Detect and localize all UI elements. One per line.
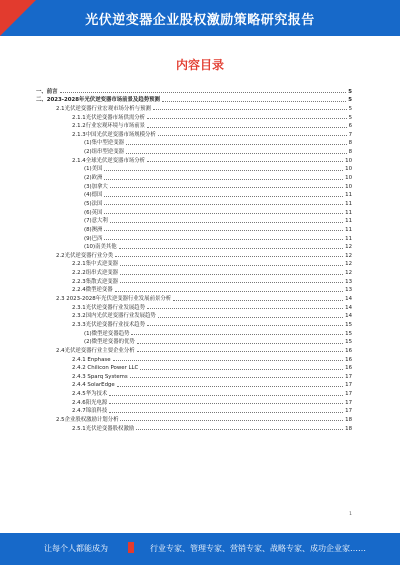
toc-entry-label: 2.1光伏逆变器行业宏观市场分析与预测: [32, 106, 152, 112]
toc-leader-dots: [126, 152, 347, 154]
toc-entry[interactable]: [32, 155, 352, 164]
toc-leader-dots: [158, 316, 343, 318]
toc-leader-dots: [60, 91, 347, 93]
toc-entry-page: 12: [345, 252, 352, 259]
toc-leader-dots: [109, 411, 343, 413]
toc-entry-page: 17: [345, 373, 352, 380]
toc-leader-dots: [140, 368, 343, 370]
toc-leader-dots: [147, 126, 347, 128]
toc-entry-label: (4)德国: [32, 192, 103, 198]
toc-entry[interactable]: [32, 276, 352, 285]
toc-entry-label: (7)意大利: [32, 218, 109, 224]
toc-entry-label: 二、2023-2028年光伏逆变器市场前景及趋势预测: [32, 97, 161, 103]
toc-leader-dots: [130, 376, 343, 378]
toc-leader-dots: [104, 229, 343, 231]
toc-entry[interactable]: [32, 328, 352, 337]
report-title: 光伏逆变器企业股权激励策略研究报告: [85, 13, 315, 28]
toc-leader-dots: [109, 394, 343, 396]
toc-entry-page: 15: [345, 339, 352, 346]
toc-entry-label: 2.4.1 Enphase: [32, 357, 112, 363]
toc-entry-page: 7: [348, 131, 352, 138]
toc-entry-page: 17: [345, 391, 352, 398]
toc-leader-dots: [109, 402, 343, 404]
footer-bar: [0, 533, 400, 565]
toc-entry[interactable]: [32, 406, 352, 415]
toc-entry[interactable]: [32, 388, 352, 397]
toc-entry[interactable]: [32, 285, 352, 294]
toc-leader-dots: [115, 255, 343, 257]
toc-entry[interactable]: [32, 121, 352, 130]
toc-entry[interactable]: [32, 103, 352, 112]
toc-entry[interactable]: [32, 345, 352, 354]
toc-entry-page: 10: [345, 183, 352, 190]
toc-leader-dots: [131, 333, 343, 335]
toc-leader-dots: [147, 117, 347, 119]
toc-entry-label: 2.4.5华为技术: [32, 391, 108, 397]
toc-entry-page: 12: [345, 244, 352, 251]
toc-entry-label: 2.2.1集中式逆变器: [32, 261, 119, 267]
toc-entry[interactable]: [32, 293, 352, 302]
toc-entry-page: 12: [345, 261, 352, 268]
toc-entry-page: 6: [348, 123, 352, 130]
toc-entry[interactable]: [32, 302, 352, 311]
toc-entry-label: (9)巴西: [32, 236, 103, 242]
toc-entry-label: 2.1.4全球光伏逆变器市场分析: [32, 158, 146, 164]
toc-leader-dots: [120, 281, 343, 283]
toc-entry[interactable]: [32, 311, 352, 320]
toc-entry[interactable]: [32, 371, 352, 380]
toc-entry-label: 2.5.1光伏逆变器股权激励: [32, 426, 135, 432]
toc-entry-label: 2.2.4微型逆变器: [32, 287, 114, 293]
toc-entry-label: 2.4.3 Sparq Systems: [32, 374, 129, 380]
toc-leader-dots: [115, 290, 343, 292]
toc-entry-page: 11: [345, 209, 352, 216]
toc-entry[interactable]: [32, 259, 352, 268]
toc-entry-page: 10: [345, 157, 352, 164]
toc-entry[interactable]: [32, 397, 352, 406]
toc-entry-page: 5: [348, 88, 352, 95]
toc-entry[interactable]: [32, 146, 352, 155]
toc-leader-dots: [147, 324, 343, 326]
toc-entry-page: 11: [345, 192, 352, 199]
toc-entry-label: (3)加拿大: [32, 184, 109, 190]
toc-entry-label: 2.1.1光伏逆变器市场供需分析: [32, 115, 146, 121]
toc-leader-dots: [104, 203, 343, 205]
footer-slogan: 让每个人都能成为: [44, 544, 108, 553]
page-number: 1: [349, 512, 352, 517]
toc-leader-dots: [158, 134, 347, 136]
toc-entry-page: 5: [348, 97, 352, 104]
toc-leader-dots: [110, 186, 343, 188]
toc-entry-label: (8)澳洲: [32, 227, 103, 233]
toc-entry[interactable]: [32, 216, 352, 225]
toc-entry-label: (2)微型逆变器的优势: [32, 339, 136, 345]
toc-leader-dots: [110, 221, 343, 223]
toc-entry[interactable]: [32, 267, 352, 276]
toc-entry-page: 10: [345, 166, 352, 173]
toc-entry-page: 16: [345, 365, 352, 372]
toc-leader-dots: [173, 299, 343, 301]
toc-entry-label: 2.1.3中国光伏逆变器市场规模分析: [32, 132, 157, 138]
toc-entry[interactable]: [32, 190, 352, 199]
toc-leader-dots: [104, 169, 343, 171]
toc-entry-label: 2.2光伏逆变器行业分类: [32, 253, 114, 259]
toc-entry-label: 2.4.7锦浪科技: [32, 408, 108, 414]
toc-entry-page: 16: [345, 356, 352, 363]
toc-entry[interactable]: [32, 181, 352, 190]
toc-leader-dots: [119, 247, 344, 249]
toc-entry-page: 5: [348, 105, 352, 112]
toc-leader-dots: [126, 143, 347, 145]
toc-leader-dots: [120, 273, 343, 275]
toc-entry-label: 2.3.2国内光伏逆变器行业发展趋势: [32, 313, 157, 319]
toc-leader-dots: [137, 342, 343, 344]
toc-entry-page: 11: [345, 218, 352, 225]
toc-entry-label: (1)美国: [32, 166, 103, 172]
toc-entry-label: 2.4.6阳光电源: [32, 400, 108, 406]
toc-entry-page: 12: [345, 270, 352, 277]
toc-entry-page: 17: [345, 382, 352, 389]
toc-entry[interactable]: [32, 354, 352, 363]
toc-leader-dots: [147, 160, 343, 162]
toc-entry[interactable]: [32, 198, 352, 207]
toc-entry-label: 2.3.3光伏逆变器行业技术趋势: [32, 322, 146, 328]
toc-entry-label: (1)微型逆变器趋势: [32, 331, 130, 337]
toc-leader-dots: [137, 350, 343, 352]
toc-entry-page: 14: [345, 313, 352, 320]
toc-leader-dots: [113, 359, 344, 361]
footer-accent: [128, 542, 134, 553]
toc-entry[interactable]: [32, 172, 352, 181]
toc-entry[interactable]: [32, 86, 352, 95]
toc-entry[interactable]: [32, 95, 352, 104]
toc-leader-dots: [120, 419, 343, 421]
toc-entry-page: 8: [348, 140, 352, 147]
toc-entry-label: 2.3 2023-2028年光伏逆变器行业发展前景分析: [32, 296, 172, 302]
toc-entry-label: (2)组串型逆变器: [32, 149, 125, 155]
toc-leader-dots: [104, 212, 343, 214]
toc-leader-dots: [162, 100, 346, 102]
toc-entry[interactable]: [32, 363, 352, 372]
toc-entry[interactable]: [32, 129, 352, 138]
toc-entry-page: 15: [345, 321, 352, 328]
toc-entry[interactable]: [32, 380, 352, 389]
toc-entry-page: 13: [345, 278, 352, 285]
toc-entry-label: (1)集中型逆变器: [32, 140, 125, 146]
toc-heading: 内容目录: [175, 58, 224, 72]
toc-entry-label: 2.2.3集散式逆变器: [32, 279, 119, 285]
toc-entry[interactable]: [32, 337, 352, 346]
toc-entry[interactable]: [32, 164, 352, 173]
toc-entry-page: 15: [345, 330, 352, 337]
toc-entry[interactable]: [32, 233, 352, 242]
toc-leader-dots: [104, 195, 343, 197]
toc-entry-label: (6)英国: [32, 210, 103, 216]
toc-entry-page: 14: [345, 304, 352, 311]
toc-entry-page: 8: [348, 149, 352, 156]
toc-entry[interactable]: [32, 250, 352, 259]
toc-entry[interactable]: [32, 414, 352, 423]
toc-entry[interactable]: [32, 138, 352, 147]
table-of-contents: [32, 86, 352, 432]
toc-entry-page: 18: [345, 416, 352, 423]
toc-entry-label: 2.2.2组串式逆变器: [32, 270, 119, 276]
toc-entry-label: (5)法国: [32, 201, 103, 207]
toc-leader-dots: [120, 264, 343, 266]
toc-entry-page: 11: [345, 226, 352, 233]
toc-entry-label: 一、前言: [32, 89, 59, 95]
toc-entry-page: 18: [345, 425, 352, 432]
toc-entry-page: 11: [345, 200, 352, 207]
toc-entry-label: 2.1.2行业宏观环境与市场前景: [32, 123, 146, 129]
toc-entry-label: 2.5企业股权激励计划分析: [32, 417, 119, 423]
toc-entry-page: 11: [345, 235, 352, 242]
header-bar: [0, 0, 400, 36]
toc-entry-page: 14: [345, 296, 352, 303]
toc-entry-label: (10)南美其他: [32, 244, 118, 250]
toc-entry-label: 2.3.1光伏逆变器行业发展趋势: [32, 305, 146, 311]
toc-entry-label: 2.4.2 Chilicon Power LLC: [32, 365, 139, 371]
toc-leader-dots: [136, 428, 343, 430]
toc-entry-label: 2.4光伏逆变器行业主要企业分析: [32, 348, 136, 354]
toc-leader-dots: [117, 385, 343, 387]
toc-entry-page: 10: [345, 175, 352, 182]
toc-entry-page: 17: [345, 408, 352, 415]
toc-entry-page: 16: [345, 347, 352, 354]
toc-entry-page: 5: [348, 114, 352, 121]
toc-entry[interactable]: [32, 423, 352, 432]
toc-entry-label: (2)欧洲: [32, 175, 103, 181]
footer-tagline: 行业专家、管理专家、营销专家、战略专家、成功企业家……: [150, 544, 366, 553]
toc-leader-dots: [147, 307, 343, 309]
toc-leader-dots: [104, 178, 343, 180]
toc-leader-dots: [153, 108, 347, 110]
toc-entry-page: 17: [345, 399, 352, 406]
toc-entry-page: 13: [345, 287, 352, 294]
toc-leader-dots: [104, 238, 343, 240]
toc-entry[interactable]: [32, 319, 352, 328]
toc-entry[interactable]: [32, 242, 352, 251]
toc-entry[interactable]: [32, 112, 352, 121]
toc-entry-label: 2.4.4 SolarEdge: [32, 382, 116, 388]
toc-entry[interactable]: [32, 224, 352, 233]
toc-entry[interactable]: [32, 207, 352, 216]
